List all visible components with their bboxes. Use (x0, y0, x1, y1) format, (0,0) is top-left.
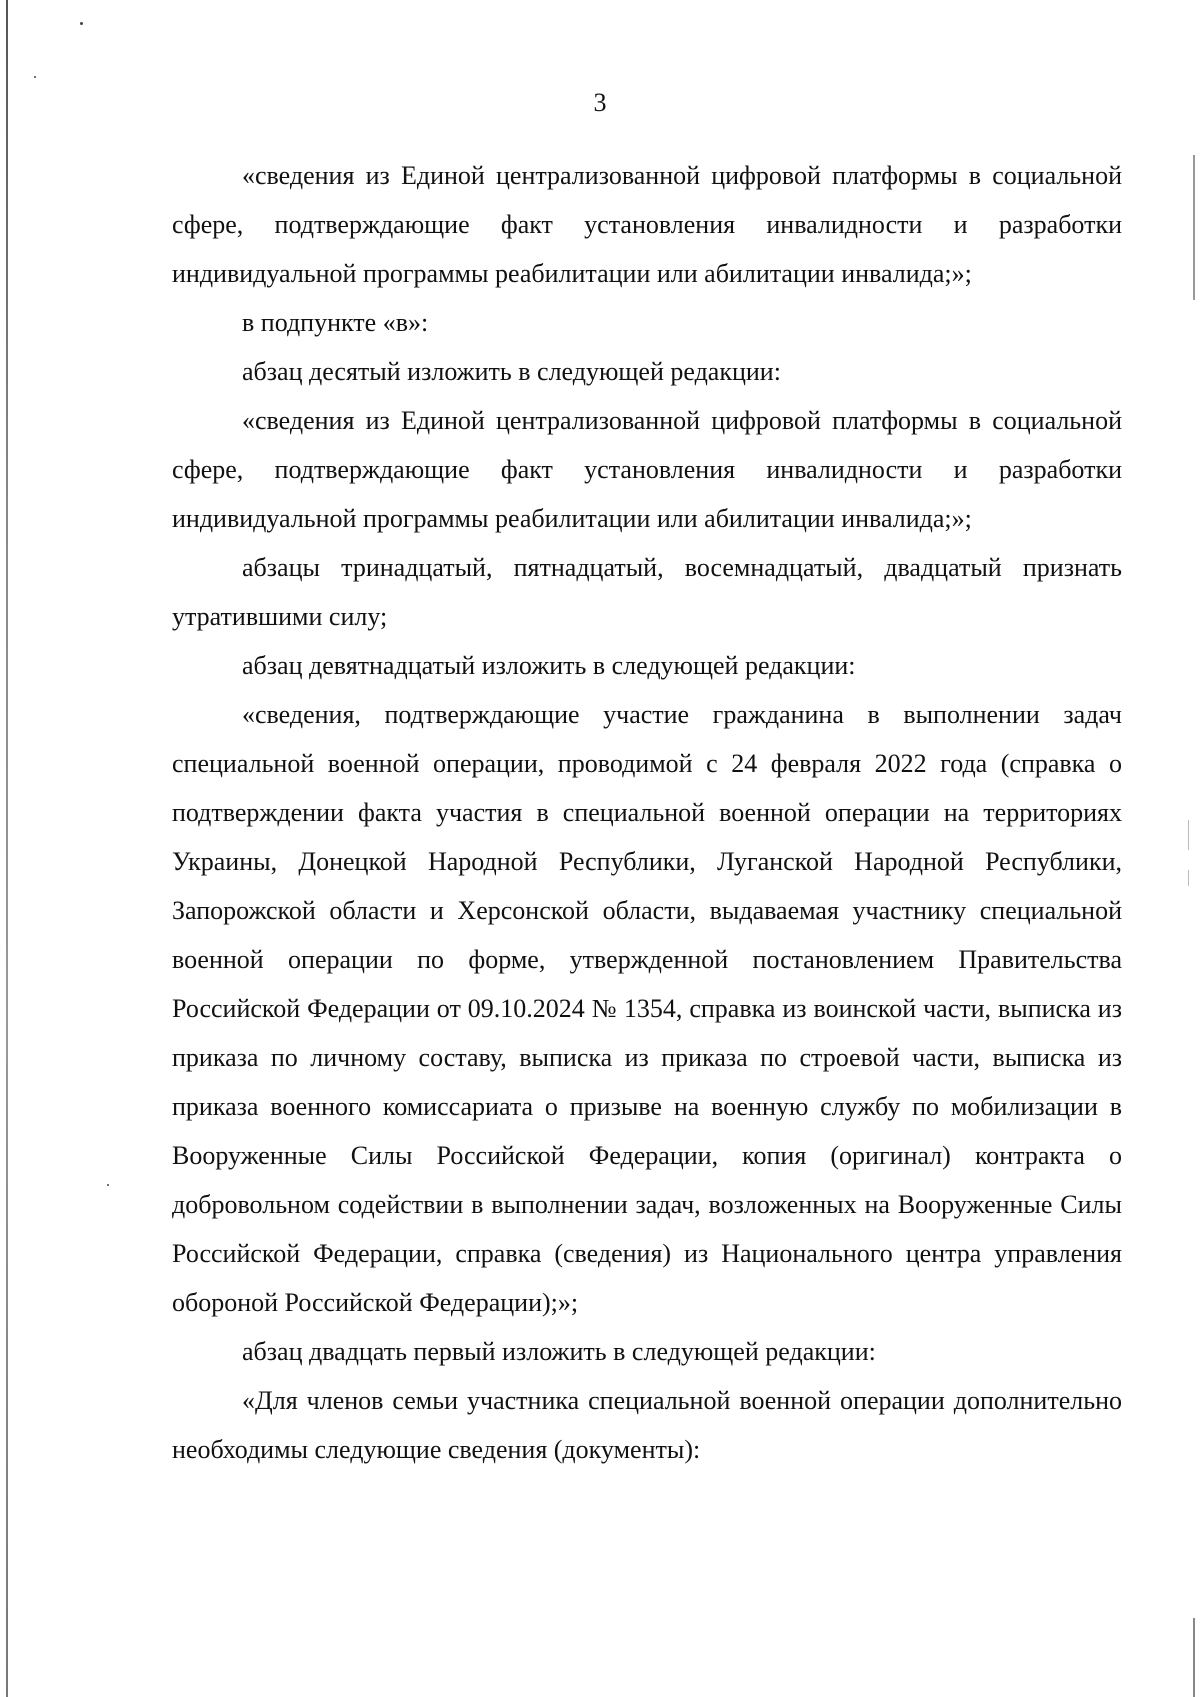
scan-edge-mark (1188, 820, 1189, 850)
paragraph: «сведения, подтверждающие участие гражданина в выполнении задач специальной военной операции, проводимой с 24 февраля 2022 года (справка о подтверждении факта участия в специальной военной операции на территориях Украины, Донецкой Народной Республики, Луганской Народной Республики, Запорожской области и Херсонской области, выдаваемая участнику специальной военной операции по форме, утвержденной постановлением Правительства Российской Федерации от 09.10.2024 № 1354, справка из воинской части, выписка из приказа по личному составу, выписка из приказа по строевой части, выписка из приказа военного комиссариата о призыве на военную службу по мобилизации в Вооруженные Силы Российской Федерации, копия (оригинал) контракта о добровольном содействии в выполнении задач, возложенных на Вооруженные Силы Российской Федерации, справка (сведения) из Национального центра управления обороной Российской Федерации);»; (172, 700, 1122, 1317)
scan-edge-mark (1188, 870, 1189, 886)
paragraph: в подпункте «в»: (242, 308, 429, 337)
paragraph: абзац двадцать первый изложить в следующей редакции: (242, 1337, 876, 1366)
scan-edge-mark (1193, 155, 1195, 300)
scan-edge-mark (1193, 1618, 1195, 1697)
paragraph: абзацы тринадцатый, пятнадцатый, восемнадцатый, двадцатый признать утратившими силу; (172, 553, 1122, 631)
scan-speck (34, 76, 36, 78)
paragraph: «сведения из Единой централизованной цифровой платформы в социальной сфере, подтверждающие факт установления инвалидности и разработки индивидуальной программы реабилитации или абилитации инвалида;»; (172, 406, 1122, 533)
page-number: 3 (593, 88, 607, 117)
paragraph: абзац девятнадцатый изложить в следующей редакции: (242, 651, 856, 680)
paragraph: «сведения из Единой централизованной цифровой платформы в социальной сфере, подтверждающие факт установления инвалидности и разработки индивидуальной программы реабилитации или абилитации инвалида;»; (172, 161, 1122, 288)
scan-speck (107, 1184, 109, 1186)
document-body (172, 151, 1122, 1474)
paragraph: абзац десятый изложить в следующей редакции: (242, 357, 781, 386)
paragraph: «Для членов семьи участника специальной военной операции дополнительно необходимы следующие сведения (документы): (172, 1386, 1122, 1464)
scan-binding-edge (6, 0, 8, 1697)
scan-speck (80, 22, 83, 25)
